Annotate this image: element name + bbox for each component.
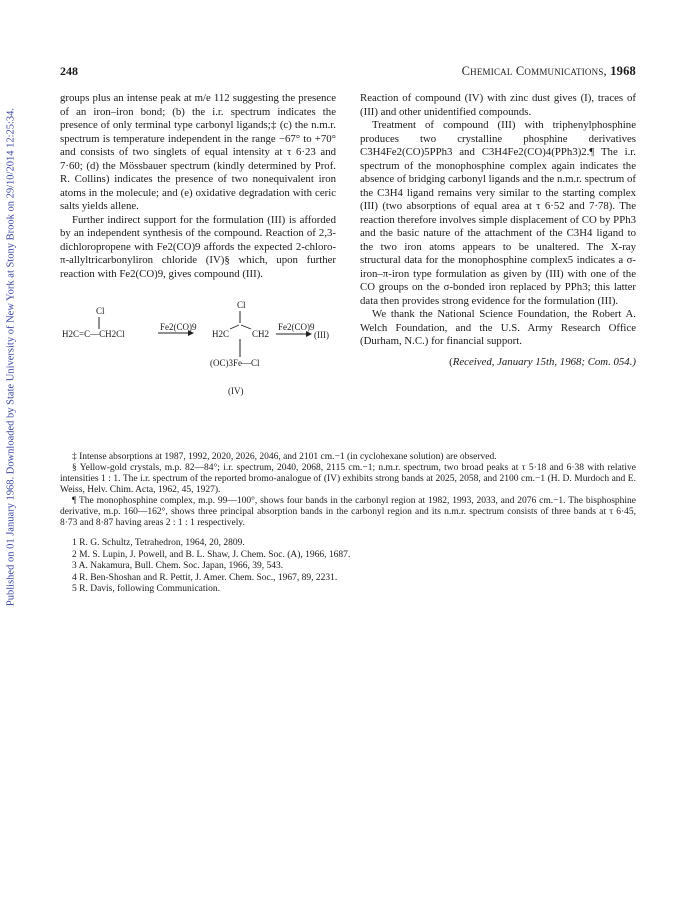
received-open: ( (449, 355, 453, 368)
two-column-body (60, 92, 636, 401)
paragraph-evidence: groups plus an intense peak at m/e 112 suggesting the presence of an iron–iron bond; (b) the i.r. spectrum indicates the presence of only terminal type carbonyl ligands;‡ (c) the n.m.r. spectrum is temperature independent in the range −67° to +70° and consists of two singlets of equal intensity at τ 6·23 and 7·60; (d) the Mössbauer spectrum (kindly determined by Prof. R. Collins) indicates the presence of two nonequivalent iron atoms in the molecule; and (e) oxidative degradation with ceric salts yields allene. (60, 92, 336, 212)
reactant-cl: Cl (96, 306, 105, 316)
reaction-scheme (60, 295, 336, 401)
journal-year: 1968 (610, 64, 636, 78)
received-number: 054.) (613, 355, 636, 368)
download-watermark: Published on 01 January 1968. Downloaded by State University of New York at Stony Brook on 29/10/2014 12:25:34. (5, 107, 17, 607)
reference-1: 1 R. G. Schultz, Tetrahedron, 1964, 20, 2809. (72, 538, 245, 548)
allyl-bond-left (230, 325, 239, 329)
reference-2: 2 M. S. Lupin, J. Powell, and B. L. Shaw, J. Chem. Soc. (A), 1966, 1687. (72, 549, 351, 560)
product-ch2: CH2 (252, 329, 270, 339)
received-com: Com. (587, 355, 611, 368)
reagent-1: Fe2(CO)9 (160, 322, 197, 332)
paragraph-phosphine: Treatment of compound (III) with triphenylphosphine produces two crystalline phosphine derivatives C3H4Fe2(CO)5PPh3 and C3H4Fe2(CO)4(PPh3)2.¶ The i.r. spectrum of the monophosphine complex again indicates the absence of bridging carbonyl ligands and the n.m.r. spectrum of the C3H4 ligand remains very similar to the starting complex (III) (two absorptions of equal area at τ 6·52 and 7·78). The reaction therefore involves simple displacement of CO by PPh3 and the basic nature of the attachment of the C3H4 ligand to the two iron atoms appears to be unaltered. The X-ray structural data for the monophosphine complex5 indicates a σ-iron–π-iron type formulation as given by (III) with one of the CO groups on the σ-bonded iron replaced by PPh3; this latter data then provides strong evidence for the formulation (III). (360, 119, 636, 307)
paragraph-zinc: Reaction of compound (IV) with zinc dust gives (I), traces of (III) and other unidentified compounds. (360, 92, 636, 118)
allyl-bond-right (241, 325, 251, 329)
footnote-double-dagger: ‡ Intense absorptions at 1987, 1992, 2020, 2026, 2046, and 2101 cm.−1 (in cyclohexane solution) are observed. (72, 452, 497, 462)
reactant-formula: H2C=C—CH2Cl (62, 329, 125, 339)
footnote-pilcrow: ¶ The monophosphine complex, m.p. 99—100°, shows four bands in the carbonyl region at 1982, 1993, 2033, and 2076 cm.−1. The bisphosphine derivative, m.p. 160—162°, shows three principal absorption bands in the carbonyl region and its n.m.r. spectrum consists of three bands at τ 6·45, 8·73 and 8·87 having areas 2 : 1 : 1 respectively. (60, 496, 636, 528)
reference-5: 5 R. Davis, following Communication. (72, 584, 221, 594)
reagent-2: Fe2(CO)9 (278, 322, 315, 332)
page-header (60, 64, 636, 88)
product-iii: (III) (314, 330, 329, 340)
product-h2c: H2C (212, 329, 230, 339)
received-date: Received, January 15th, 1968; (452, 355, 585, 368)
footnotes (60, 452, 636, 529)
right-column (360, 92, 636, 401)
journal-title (462, 64, 636, 79)
product-cl: Cl (237, 300, 246, 310)
product-fe-cl: (OC)3Fe—Cl (210, 358, 260, 368)
journal-page (60, 64, 636, 401)
journal-name: Chemical Communications, (461, 64, 607, 78)
compound-iv-label: (IV) (228, 386, 244, 396)
paragraph-synthesis: Further indirect support for the formulation (III) is afforded by an independent synthesis of the compound. Reaction of 2,3-dichloropropene with Fe2(CO)9 affords the expected 2-chloro-π-allyltricarbonyliron chloride (IV)§ which, upon further reaction with Fe2(CO)9, gives compound (III). (60, 213, 336, 280)
paragraph-acknowledgement: We thank the National Science Foundation, the Robert A. Welch Foundation, and the U.S. Army Research Office (Durham, N.C.) for financial support. (360, 308, 636, 347)
reference-4: 4 R. Ben-Shoshan and R. Pettit, J. Amer. Chem. Soc., 1967, 89, 2231. (72, 572, 338, 583)
received-line (360, 356, 636, 370)
reference-3: 3 A. Nakamura, Bull. Chem. Soc. Japan, 1966, 39, 543. (72, 561, 284, 571)
page-number: 248 (60, 64, 78, 78)
reference-list (60, 538, 636, 596)
footnote-section: § Yellow-gold crystals, m.p. 82—84°; i.r. spectrum, 2040, 2068, 2115 cm.−1; n.m.r. spectrum, two broad peaks at τ 5·18 and 6·38 with relative intensities 1 : 1. The i.r. spectrum of the reported bromo-analogue of (IV) exhibits strong bands at 2025, 2058, and 2100 cm.−1 (H. D. Murdoch and E. Weiss, Helv. Chim. Acta, 1962, 45, 1927). (60, 463, 636, 495)
left-column (60, 92, 336, 401)
